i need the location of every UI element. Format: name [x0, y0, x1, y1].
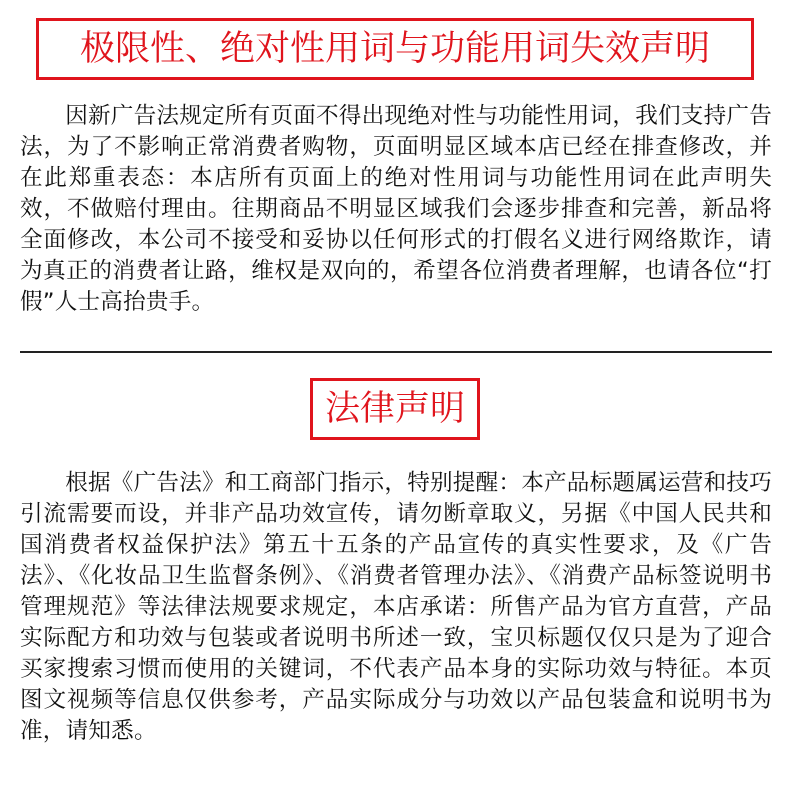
disclaimer-body: 因新广告法规定所有页面不得出现绝对性与功能性用词，我们支持广告法，为了不影响正常消费者购物，页面明显区域本店已经在排查修改，并在此郑重表态：本店所有页面上的绝对性用词与功能性用词在此声明失效，不做赔付理由。往期商品不明显区域我们会逐步排查和完善，新品将全面修改，本公司不接受和妥协以任何形式的打假名义进行网络欺诈，请为真正的消费者让路，维权是双向的，希望各位消费者理解，也请各位“打假”人士高抬贵手。 [20, 103, 772, 315]
legal-statement-title: 法律声明 [310, 378, 480, 440]
disclaimer-title: 极限性、绝对性用词与功能用词失效声明 [36, 18, 754, 80]
legal-statement-body: 根据《广告法》和工商部门指示，特别提醒：本产品标题属运营和技巧引流需要而设，并非产品功效宣传，请勿断章取义，另据《中国人民共和国消费者权益保护法》第五十五条的产品宣传的真实性要求，及《广告法》、《化妆品卫生监督条例》、《消费者管理办法》、《消费产品标签说明书管理规范》等法律法规要求规定，本店承诺：所售产品为官方直营，产品实际配方和功效与包装或者说明书所述一致，宝贝标题仅仅只是为了迎合买家搜索习惯而使用的关键词，不代表产品本身的实际功效与特征。本页图文视频等信息仅供参考，产品实际成分与功效以产品包装盒和说明书为准，请知悉。 [20, 470, 772, 744]
section-divider [20, 351, 772, 353]
